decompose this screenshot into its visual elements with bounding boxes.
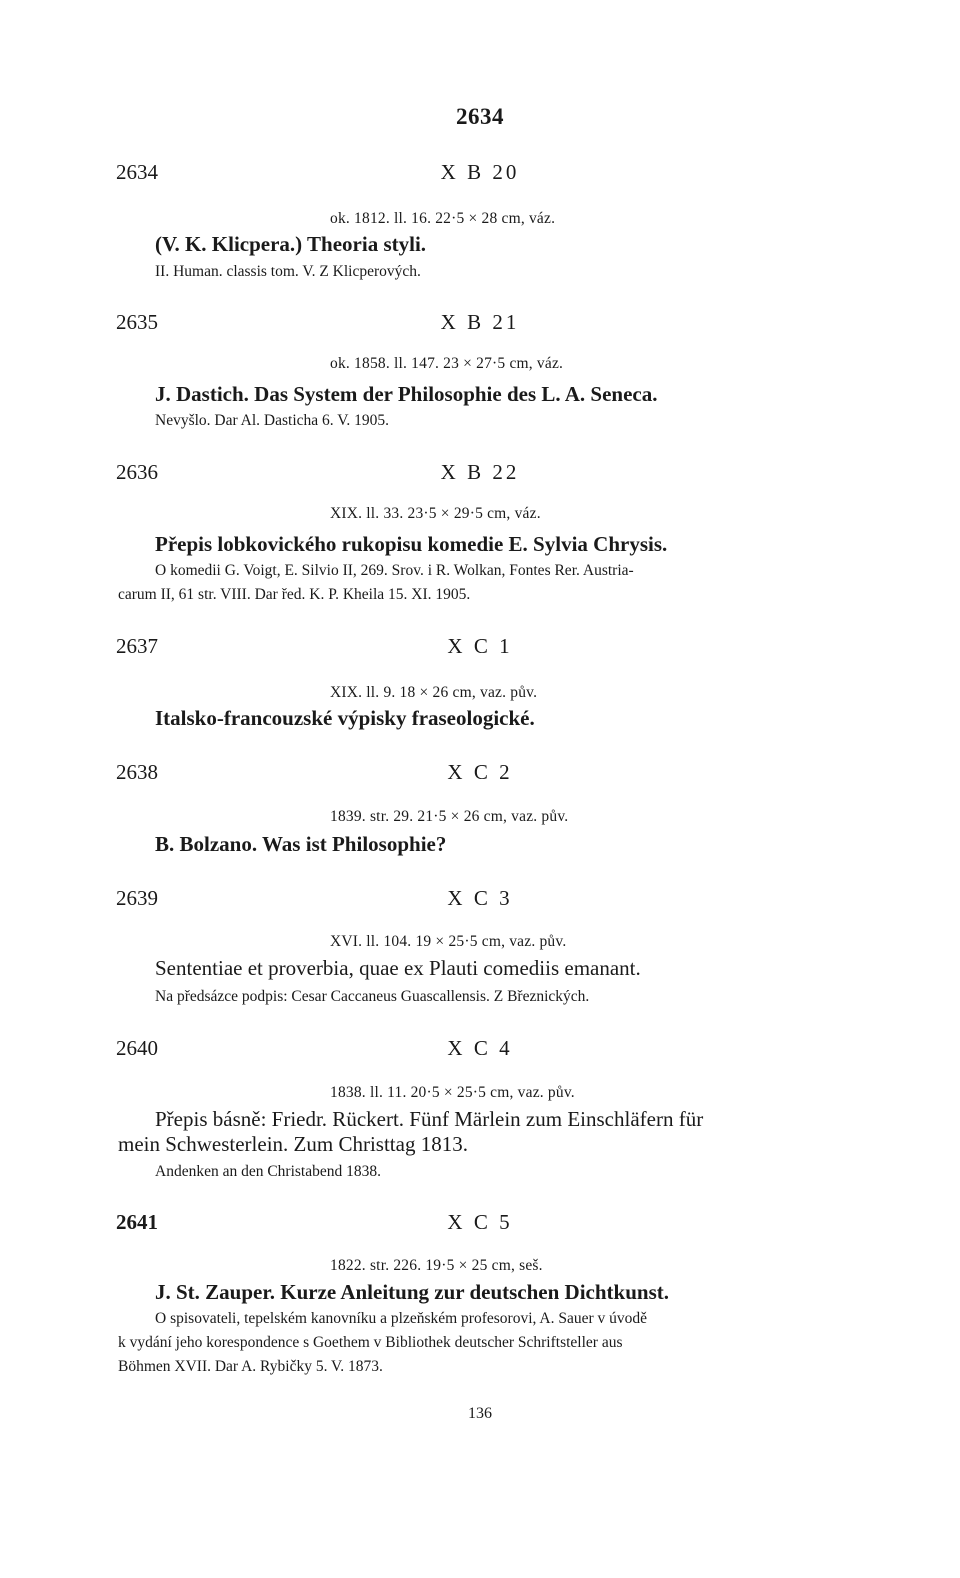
entry-note-continued: Böhmen XVII. Dar A. Rybičky 5. V. 1873.	[118, 1358, 383, 1375]
physical-description: ok. 1858. ll. 147. 23 × 27·5 cm, váz.	[330, 355, 564, 372]
entry-note: Na předsázce podpis: Cesar Caccaneus Guascallensis. Z Březnických.	[155, 988, 590, 1005]
physical-description: ok. 1812. ll. 16. 22·5 × 28 cm, váz.	[330, 210, 556, 227]
page-header: 2634	[456, 104, 504, 129]
entry-number: 2635	[116, 310, 158, 334]
entry-title: Přepis básně: Friedr. Rückert. Fünf Märlein zum Einschläfern für	[155, 1107, 704, 1131]
shelf-signature: X B 21	[440, 310, 520, 334]
entry-number: 2637	[116, 634, 158, 658]
entry-number: 2638	[116, 760, 158, 784]
physical-description: 1822. str. 226. 19·5 × 25 cm, seš.	[330, 1257, 543, 1274]
page-number: 136	[468, 1405, 492, 1422]
entry-title: Italsko-francouzské výpisky fraseologické.	[155, 706, 535, 730]
entry-note: Andenken an den Christabend 1838.	[155, 1163, 381, 1180]
physical-description: 1838. ll. 11. 20·5 × 25·5 cm, vaz. pův.	[330, 1084, 575, 1101]
entry-number: 2639	[116, 886, 158, 910]
entry-title: (V. K. Klicpera.) Theoria styli.	[155, 232, 427, 256]
shelf-signature: X C 5	[447, 1210, 513, 1234]
entry-number: 2641	[116, 1210, 158, 1234]
entry-title: Sententiae et proverbia, quae ex Plauti comediis emanant.	[155, 956, 641, 980]
entry-note: II. Human. classis tom. V. Z Klicperových.	[155, 263, 421, 280]
entry-number: 2640	[116, 1036, 158, 1060]
entry-number: 2634	[116, 160, 158, 184]
physical-description: XIX. ll. 33. 23·5 × 29·5 cm, váz.	[330, 505, 541, 522]
entry-note-continued: k vydání jeho korespondence s Goethem v Bibliothek deutscher Schriftsteller aus	[118, 1334, 623, 1351]
physical-description: 1839. str. 29. 21·5 × 26 cm, vaz. pův.	[330, 808, 569, 825]
shelf-signature: X C 1	[447, 634, 513, 658]
entry-note: O komedii G. Voigt, E. Silvio II, 269. Srov. i R. Wolkan, Fontes Rer. Austria-	[155, 562, 634, 579]
entry-number: 2636	[116, 460, 158, 484]
shelf-signature: X B 20	[440, 160, 520, 184]
entry-note: O spisovateli, tepelském kanovníku a plzeňském profesorovi, A. Sauer v úvodě	[155, 1310, 648, 1327]
shelf-signature: X C 4	[447, 1036, 513, 1060]
entry-title: B. Bolzano. Was ist Philosophie?	[155, 832, 447, 856]
shelf-signature: X B 22	[440, 460, 520, 484]
shelf-signature: X C 3	[447, 886, 513, 910]
entry-title: Přepis lobkovického rukopisu komedie E. Sylvia Chrysis.	[155, 532, 668, 556]
entry-title-continued: mein Schwesterlein. Zum Christtag 1813.	[118, 1132, 468, 1156]
entry-note-continued: carum II, 61 str. VIII. Dar řed. K. P. Kheila 15. XI. 1905.	[118, 586, 471, 603]
physical-description: XVI. ll. 104. 19 × 25·5 cm, vaz. pův.	[330, 933, 567, 950]
shelf-signature: X C 2	[447, 760, 513, 784]
entry-title: J. Dastich. Das System der Philosophie des L. A. Seneca.	[155, 382, 658, 406]
physical-description: XIX. ll. 9. 18 × 26 cm, vaz. pův.	[330, 684, 538, 701]
entry-title: J. St. Zauper. Kurze Anleitung zur deutschen Dichtkunst.	[155, 1280, 669, 1304]
entry-note: Nevyšlo. Dar Al. Dasticha 6. V. 1905.	[155, 412, 390, 429]
